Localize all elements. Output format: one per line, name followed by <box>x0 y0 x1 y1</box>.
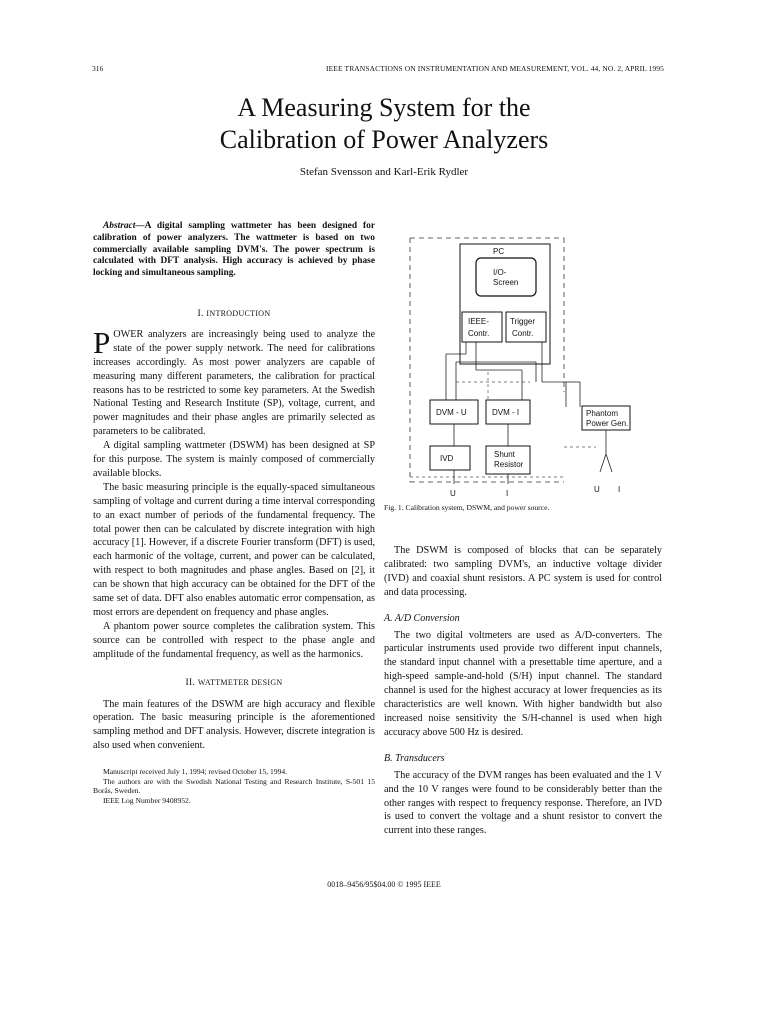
trigger-label-1: Trigger <box>510 317 536 326</box>
io-screen-label-1: I/O- <box>493 268 507 277</box>
footnote-log-number: IEEE Log Number 9408952. <box>103 795 191 805</box>
output-label-u: U <box>450 489 456 498</box>
ad-conversion-paragraph: The two digital voltmeters are used as A/D-converters. The particular instruments used provide two different input channels, the standard input channel with a presettable time aperture, and a high-speed sample-and-hold (S/H) input channel. The standard channel is used for the highest accuracy at lower frequencies as its characteristics are well known. With higher bandwidth but also increased noise sensitivity the S/H-channel is used when high accuracy above 500 Hz is desired. <box>384 629 662 738</box>
transducer-lines <box>454 424 612 484</box>
section-number: II. <box>185 676 196 688</box>
trigger-label-2: Contr. <box>512 329 534 338</box>
copyright-line: 0018–9456/95$04.00 © 1995 IEEE <box>327 880 441 889</box>
intro-paragraph-1 <box>93 324 375 439</box>
section-title: WATTMETER DESIGN <box>197 677 283 687</box>
output-label-i: I <box>506 489 509 498</box>
figure-1-block-diagram <box>396 232 676 502</box>
phantom-label-1: Phantom <box>586 409 619 418</box>
transducers-paragraph: The accuracy of the DVM ranges has been evaluated and the 1 V and the 10 V ranges were found to be considerably better than the other ranges with respect to frequency response. Therefore, an IVD is used to convert the voltage and a shunt resistor to convert the current into these ranges. <box>384 769 662 837</box>
left-column <box>93 221 375 806</box>
title-line-2: Calibration of Power Analyzers <box>219 125 549 154</box>
shunt-label-1: Shunt <box>494 450 515 459</box>
intro-text-1: OWER analyzers are increasingly being used to analyze the state of the power supply network. The need for calibrations increases accordingly. As most power analyzers are capable of measuring many different parameters, the calibration for practical reasons has to be restricted to some key parameters. At the Swedish National Testing and Research Institute (SP), voltage, current, and power magnitudes and their phase angles are primarily selected as parameters to be calibrated. <box>93 328 375 438</box>
section-heading-wattmeter <box>93 676 375 690</box>
dswm-paragraph: The DSWM is composed of blocks that can be separately calibrated: two sampling DVM's, an inductive voltage divider (IVD) and coaxial shunt resistors. A PC system is used for control and data processing. <box>384 545 662 598</box>
signal-lines <box>446 342 580 407</box>
section-number: I. <box>197 307 204 319</box>
footnotes <box>93 767 375 805</box>
intro-paragraph-3: The basic measuring principle is the equally-spaced simultaneous sampling of voltage and current during a time interval corresponding to an exact number of periods of the fundamental frequency. The total power then can be calculated by discrete integration with high accuracy [1]. However, if a discrete Fourier transform (DFT) is used, each harmonic of the voltage, current, and power can be calculated, with respect to both magnitudes and phase angles. Based on [2], it can be shown that high accuracy can be obtained for the DFT of the same set of data. DFT also enables automatic error compensation, as most errors are dependent on frequency and phase angles. <box>93 481 375 619</box>
intro-paragraph-2: A digital sampling wattmeter (DSWM) has been designed at SP for this purpose. The system is mainly composed of commercially available blocks. <box>93 440 375 479</box>
authors: Stefan Svensson and Karl-Erik Rydler <box>299 166 469 178</box>
io-screen-label-2: Screen <box>493 278 519 287</box>
abstract-label: Abstract <box>103 221 136 231</box>
ieee-label-1: IEEE- <box>468 317 489 326</box>
paper-title <box>0 92 768 156</box>
wattmeter-paragraph-1: The main features of the DSWM are high accuracy and flexible operation. The basic measuring principle is the aforementioned sampling method and DFT analysis. However, discrete integration is also used when convenient. <box>93 698 375 752</box>
subsection-heading-ad-conversion: A. A/D Conversion <box>384 612 460 624</box>
journal-header: IEEE TRANSACTIONS ON INSTRUMENTATION AND MEASUREMENT, VOL. 44, NO. 2, APRIL 1995 <box>326 64 664 73</box>
phantom-output-label-u: U <box>594 485 600 494</box>
figure-caption: Fig. 1. Calibration system, DSWM, and power source. <box>384 503 550 512</box>
abstract-text: —A digital sampling wattmeter has been designed for calibration of power analyzers. The wattmeter is based on two commercially available sampling DVM's. The power spectrum is calculated with DFT analysis. High accuracy is achieved by phase locking and simultaneous sampling. <box>93 221 375 279</box>
subsection-heading-transducers: B. Transducers <box>384 752 445 764</box>
intro-paragraph-4: A phantom power source completes the calibration system. This source can be controlled with respect to the phase angle and amplitude of the fundamental frequency, as well as the harmonics. <box>93 620 375 660</box>
system-boundary <box>410 238 564 482</box>
dashed-signal-lines <box>456 372 530 400</box>
footnote-received: Manuscript received July 1, 1994; revised October 15, 1994. <box>103 767 288 777</box>
title-line-1: A Measuring System for the <box>237 93 531 122</box>
drop-cap: P <box>93 324 111 360</box>
shunt-label-2: Resistor <box>494 460 524 469</box>
section-title: INTRODUCTION <box>206 308 271 318</box>
phantom-label-2: Power Gen. <box>586 419 629 428</box>
page-number: 316 <box>92 64 104 73</box>
footnote-affiliation: The authors are with the Swedish National Testing and Research Institute, S-501 15 Borås, Sweden. <box>93 776 375 796</box>
dvm-i-label: DVM - I <box>492 408 520 417</box>
pc-label: PC <box>493 247 505 256</box>
ieee-label-2: Contr. <box>468 329 490 338</box>
phantom-output-label-i: I <box>618 485 621 494</box>
dvm-u-label: DVM - U <box>436 408 467 417</box>
right-column <box>384 544 662 838</box>
io-screen-box <box>476 258 536 296</box>
ivd-label: IVD <box>440 454 454 463</box>
abstract <box>93 221 375 280</box>
section-heading-introduction <box>93 307 375 321</box>
